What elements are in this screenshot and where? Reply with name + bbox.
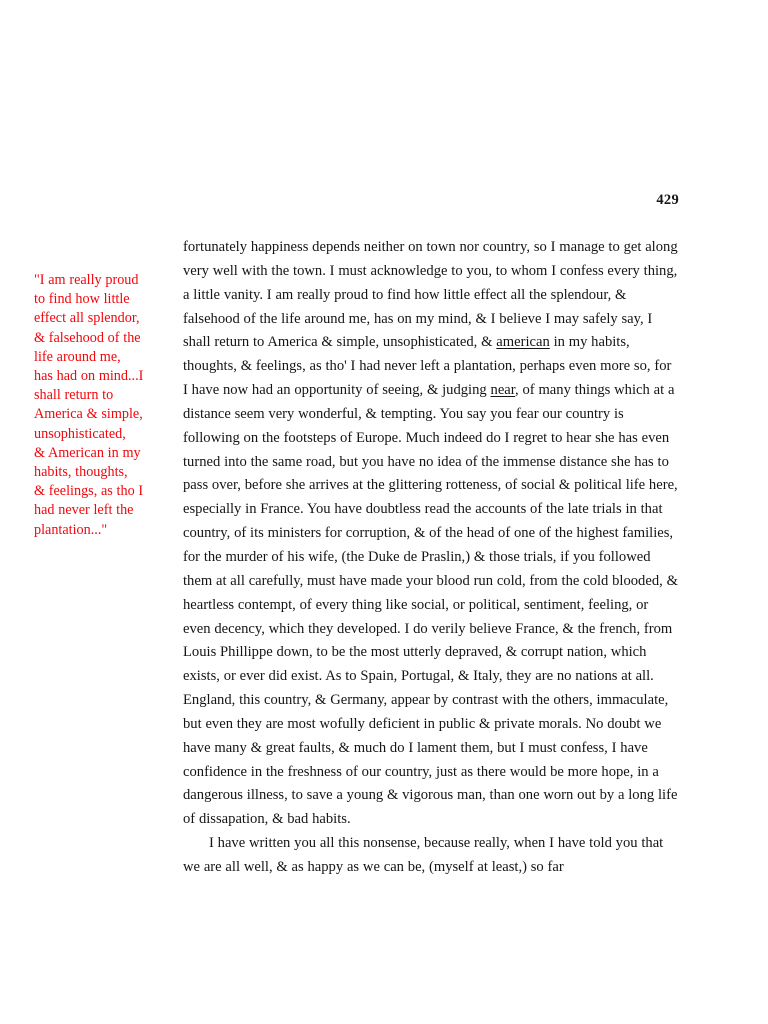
margin-pull-quote <box>34 271 160 540</box>
page-number: 429 <box>656 192 679 208</box>
body-paragraph: I have written you all this nonsense, because really, when I have told you that we are all well, & as happy as we can be, (myself at least,) so far <box>183 835 664 875</box>
pull-quote-line: effect all splendor, <box>34 310 140 327</box>
pull-quote-line: "I am really proud <box>34 272 139 288</box>
pull-quote-line: plantation..." <box>34 521 108 538</box>
pull-quote-line: has had on mind...I <box>34 368 144 385</box>
pull-quote-line: habits, thoughts, <box>34 464 128 481</box>
body-paragraph: fortunately happiness depends neither on town nor country, so I manage to get along very well with the town. I must acknowledge to you, to whom I confess every thing, a little vanity. I am really proud to find how little effect all the splendour, & falsehood of the life around me, has on my mind, & I believe I may safely say, I shall return to America & simple, unsophisticated, & american in my habits, thoughts, & feelings, as tho' I had never left a plantation, perhaps even more so, for I have now had an opportunity of seeing, & judging near, of many things which at a distance seem very wonderful, & tempting. You say you fear our country is following on the footsteps of Europe. Much indeed do I regret to hear she has even turned into the same road, but you have no idea of the immense distance she has to pass over, before she arrives at the glittering rotteness, of social & political life here, especially in France. You have doubtless read the accounts of the late trials in that country, of its ministers for corruption, & of the head of one of the highest families, for the murder of his wife, (the Duke de Praslin,) & those trials, if you followed them at all carefully, must have made your blood run cold, from the cold blooded, & heartless contempt, of every thing like social, or political, sentiment, feeling, or even decency, which they developed. I do verily believe France, & the french, from Louis Phillippe down, to be the most utterly depraved, & corrupt nation, which exists, or ever did exist. As to Spain, Portugal, & Italy, they are no nations at all. England, this country, & Germany, appear by contrast with the others, immaculate, but even they are most wofully deficient in public & private morals. No doubt we have many & great faults, & much do I lament them, but I must confess, I have confidence in the freshness of our country, just as there would be more hope, in a dangerous illness, to save a young & vigorous man, than one worn out by a long life of dissapation, & bad habits. <box>183 239 678 828</box>
pull-quote-line: & falsehood of the <box>34 329 141 346</box>
body-text-column <box>183 236 679 880</box>
emphasized-word: american <box>496 334 550 351</box>
emphasized-word: near <box>490 382 516 399</box>
pull-quote-line: & American in my <box>34 444 141 461</box>
pull-quote-line: had never left the <box>34 502 134 519</box>
pull-quote-line: life around me, <box>34 348 121 365</box>
pull-quote-line: & feelings, as tho I <box>34 483 144 500</box>
pull-quote-line: shall return to <box>34 387 114 404</box>
pull-quote-line: unsophisticated, <box>34 425 126 442</box>
pull-quote-line: to find how little <box>34 291 130 308</box>
pull-quote-line: America & simple, <box>34 406 143 423</box>
